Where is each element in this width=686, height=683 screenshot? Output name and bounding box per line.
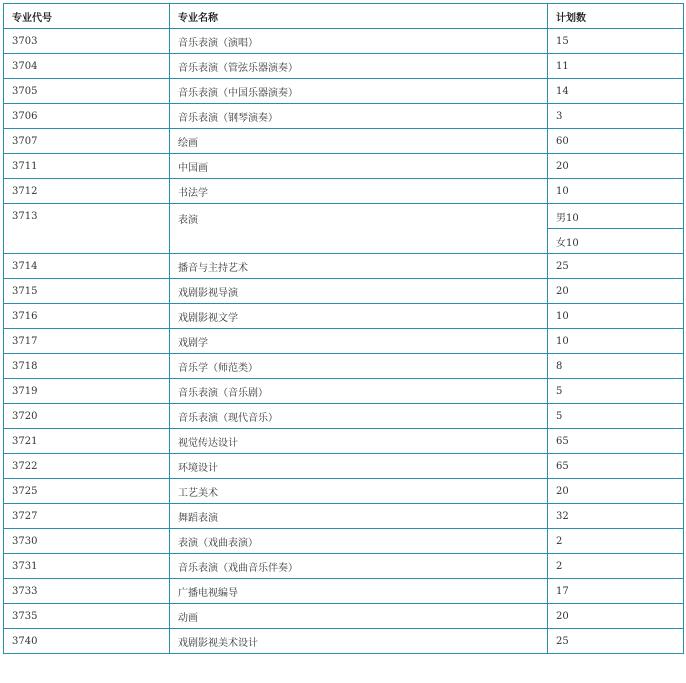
cell-name: 书法学 (170, 179, 548, 204)
cell-plan: 20 (548, 479, 684, 504)
cell-name: 音乐表演（钢琴演奏） (170, 104, 548, 129)
cell-name: 音乐表演（戏曲音乐伴奏） (170, 554, 548, 579)
cell-plan: 10 (548, 179, 684, 204)
cell-name: 音乐表演（管弦乐器演奏） (170, 54, 548, 79)
cell-name: 视觉传达设计 (170, 429, 548, 454)
table-row (4, 454, 684, 479)
cell-code: 3735 (4, 604, 170, 629)
cell-name: 播音与主持艺术 (170, 254, 548, 279)
table-row (4, 404, 684, 429)
cell-code: 3716 (4, 304, 170, 329)
cell-plan: 65 (548, 429, 684, 454)
cell-plan: 17 (548, 579, 684, 604)
cell-plan: 65 (548, 454, 684, 479)
table-row (4, 604, 684, 629)
cell-code: 3720 (4, 404, 170, 429)
cell-code: 3731 (4, 554, 170, 579)
cell-code: 3727 (4, 504, 170, 529)
cell-code: 3718 (4, 354, 170, 379)
table-body (4, 29, 684, 654)
table-row (4, 579, 684, 604)
cell-code: 3719 (4, 379, 170, 404)
table-row (4, 379, 684, 404)
cell-name: 绘画 (170, 129, 548, 154)
table-row (4, 54, 684, 79)
cell-name: 表演（戏曲表演） (170, 529, 548, 554)
cell-name: 工艺美术 (170, 479, 548, 504)
cell-code: 3721 (4, 429, 170, 454)
table-row (4, 429, 684, 454)
cell-plan: 8 (548, 354, 684, 379)
cell-name: 戏剧影视美术设计 (170, 629, 548, 654)
cell-code: 3715 (4, 279, 170, 304)
table-row (4, 204, 684, 229)
table-row (4, 154, 684, 179)
table-row (4, 629, 684, 654)
header-code: 专业代号 (4, 4, 170, 29)
table-row (4, 329, 684, 354)
cell-code: 3722 (4, 454, 170, 479)
table-row (4, 529, 684, 554)
cell-plan: 10 (548, 329, 684, 354)
cell-plan: 11 (548, 54, 684, 79)
cell-code: 3711 (4, 154, 170, 179)
cell-name: 戏剧影视导演 (170, 279, 548, 304)
cell-plan: 5 (548, 404, 684, 429)
table-row (4, 304, 684, 329)
table-row (4, 29, 684, 54)
header-plan: 计划数 (548, 4, 684, 29)
table-row (4, 504, 684, 529)
cell-plan: 2 (548, 529, 684, 554)
cell-name: 音乐学（师范类） (170, 354, 548, 379)
cell-plan-female: 女10 (548, 229, 684, 254)
cell-code: 3706 (4, 104, 170, 129)
cell-code: 3712 (4, 179, 170, 204)
enrollment-plan-table (3, 3, 684, 654)
table-row (4, 279, 684, 304)
cell-plan: 10 (548, 304, 684, 329)
cell-name: 音乐表演（音乐剧） (170, 379, 548, 404)
table-row (4, 129, 684, 154)
table-row (4, 79, 684, 104)
cell-plan: 5 (548, 379, 684, 404)
cell-code: 3713 (4, 204, 170, 254)
cell-name: 中国画 (170, 154, 548, 179)
table-header-row (4, 4, 684, 29)
cell-plan: 15 (548, 29, 684, 54)
cell-name: 戏剧学 (170, 329, 548, 354)
cell-name: 动画 (170, 604, 548, 629)
table-row (4, 254, 684, 279)
cell-name: 环境设计 (170, 454, 548, 479)
cell-code: 3733 (4, 579, 170, 604)
table-row (4, 554, 684, 579)
cell-code: 3707 (4, 129, 170, 154)
cell-name: 舞蹈表演 (170, 504, 548, 529)
cell-name: 音乐表演（演唱） (170, 29, 548, 54)
cell-plan: 25 (548, 629, 684, 654)
cell-plan: 2 (548, 554, 684, 579)
cell-plan: 60 (548, 129, 684, 154)
cell-plan: 14 (548, 79, 684, 104)
cell-code: 3705 (4, 79, 170, 104)
cell-code: 3740 (4, 629, 170, 654)
cell-plan: 20 (548, 154, 684, 179)
cell-code: 3704 (4, 54, 170, 79)
table-row (4, 354, 684, 379)
cell-code: 3730 (4, 529, 170, 554)
cell-code: 3703 (4, 29, 170, 54)
cell-plan: 25 (548, 254, 684, 279)
table-row (4, 179, 684, 204)
cell-plan: 20 (548, 279, 684, 304)
cell-code: 3714 (4, 254, 170, 279)
cell-name: 戏剧影视文学 (170, 304, 548, 329)
cell-name: 音乐表演（现代音乐） (170, 404, 548, 429)
table-row (4, 479, 684, 504)
cell-plan-male: 男10 (548, 204, 684, 229)
table-row (4, 104, 684, 129)
cell-code: 3725 (4, 479, 170, 504)
cell-plan: 32 (548, 504, 684, 529)
cell-plan: 3 (548, 104, 684, 129)
cell-name: 表演 (170, 204, 548, 254)
cell-name: 广播电视编导 (170, 579, 548, 604)
cell-name: 音乐表演（中国乐器演奏） (170, 79, 548, 104)
header-name: 专业名称 (170, 4, 548, 29)
cell-code: 3717 (4, 329, 170, 354)
cell-plan: 20 (548, 604, 684, 629)
